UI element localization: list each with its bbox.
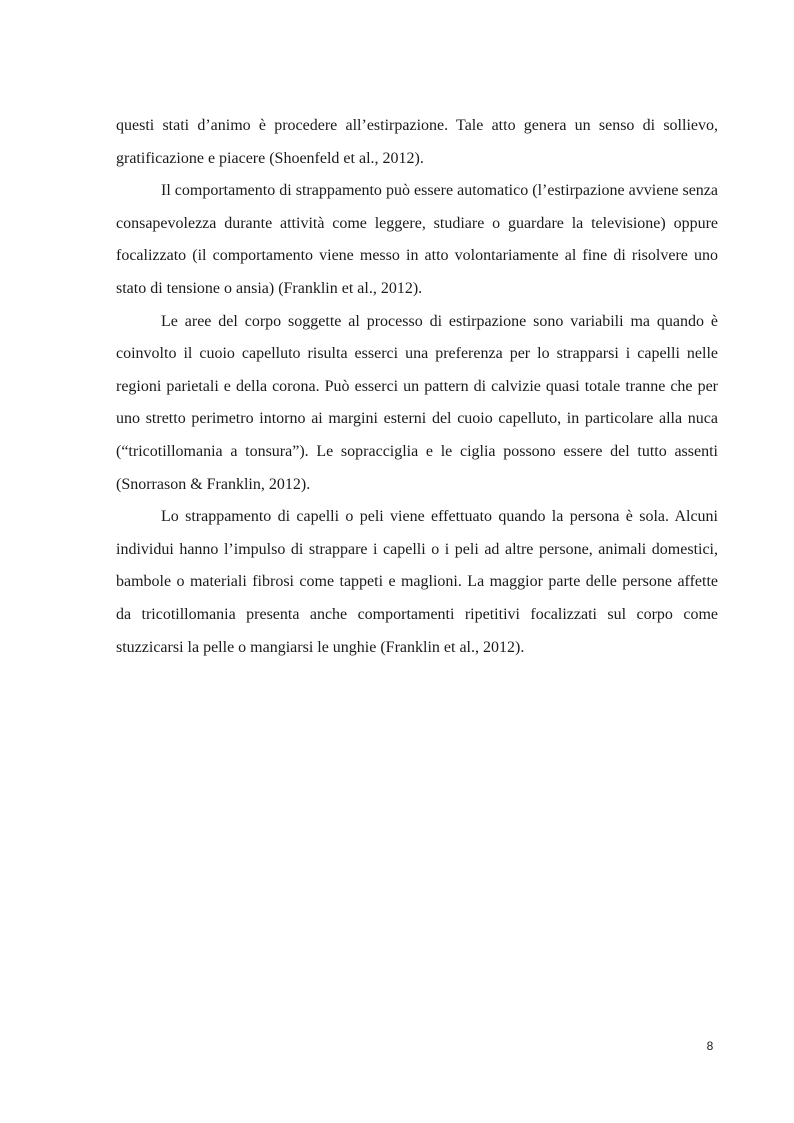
paragraph-automatic-behavior: Il comportamento di strappamento può essere automatico (l’estirpazione avviene senza consapevolezza durante attività come leggere, studiare o guardare la televisione) oppure focalizzato (il comportamento viene messo in atto volontariamente al fine di risolvere uno stato di tensione o ansia) (Franklin et al., 2012). [116,182,718,297]
paragraph-pulling-context: Lo strappamento di capelli o peli viene effettuato quando la persona è sola. Alcuni individui hanno l’impulso di strappare i capelli o i peli ad altre persone, animali domestici, bambole o materiali fibrosi come tappeti e maglioni. La maggior parte delle persone affette da tricotillomania presenta anche comportamenti ripetitivi focalizzati sul corpo come stuzzicarsi la pelle o mangiarsi le unghie (Franklin et al., 2012). [116,508,718,656]
body-text [116,110,718,664]
paragraph-body-areas: Le aree del corpo soggette al processo di estirpazione sono variabili ma quando è coinvolto il cuoio capelluto risulta esserci una preferenza per lo strapparsi i capelli nelle regioni parietali e della corona. Può esserci un pattern di calvizie quasi totale tranne che per uno stretto perimetro intorno ai margini esterni del cuoio capelluto, in particolare alla nuca (“tricotillomania a tonsura”). Le sopracciglia e le ciglia possono essere del tutto assenti (Snorrason & Franklin, 2012). [116,312,718,493]
page-number: 8 [706,1039,714,1053]
paragraph-continuation: questi stati d’animo è procedere all’estirpazione. Tale atto genera un senso di sollievo, gratificazione e piacere (Shoenfeld et al., 2012). [116,117,718,167]
